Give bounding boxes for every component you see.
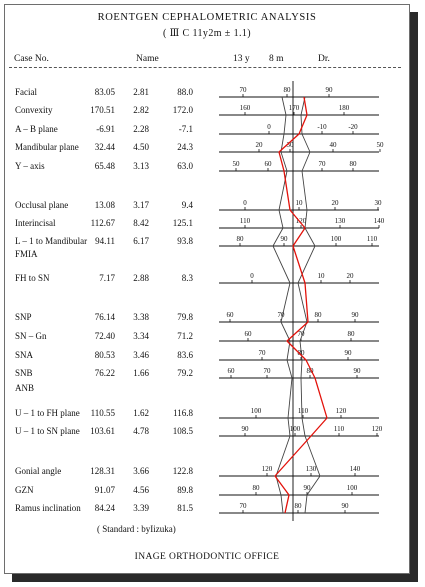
tick-label: 0 xyxy=(267,123,271,131)
row-sd: 4.56 xyxy=(133,485,149,495)
row-mean: 83.05 xyxy=(94,87,115,97)
row-mean: 13.08 xyxy=(94,200,115,210)
row-sd: 2.81 xyxy=(133,87,149,97)
header-months: 8 m xyxy=(269,54,284,64)
row-label: Mandibular plane xyxy=(15,142,79,152)
row-label: Convexity xyxy=(15,105,53,115)
row-mean: 91.07 xyxy=(94,485,115,495)
tick-label: 50 xyxy=(232,160,240,168)
row-sd: 8.42 xyxy=(133,218,149,228)
tick-label: 20 xyxy=(331,199,339,207)
row-label: Facial xyxy=(15,87,37,97)
header-age: 13 y xyxy=(233,54,250,64)
row-sd: 6.17 xyxy=(133,236,149,246)
tick-label: 120 xyxy=(371,425,383,433)
row-sd: 3.38 xyxy=(133,312,149,322)
tick-label: 40 xyxy=(329,141,337,149)
row-sublabel: FMIA xyxy=(15,249,38,259)
tick-label: 80 xyxy=(306,367,314,375)
row-label: GZN xyxy=(15,485,34,495)
row-value: 81.5 xyxy=(177,503,193,513)
row-value: 116.8 xyxy=(173,408,193,418)
tick-label: 120 xyxy=(261,465,273,473)
row-sd: 1.66 xyxy=(133,368,149,378)
tick-label: 80 xyxy=(236,235,244,243)
row-label: Occlusal plane xyxy=(15,200,69,210)
tick-label: 10 xyxy=(295,199,303,207)
row-sd: 4.50 xyxy=(133,142,149,152)
tick-label: 0 xyxy=(243,199,247,207)
tick-label: 80 xyxy=(347,330,355,338)
row-sd: 3.13 xyxy=(133,161,149,171)
row-mean: 7.17 xyxy=(99,273,115,283)
tick-label: 90 xyxy=(303,484,311,492)
row-value: 125.1 xyxy=(172,218,193,228)
tick-label: 100 xyxy=(250,407,262,415)
row-mean: 112.67 xyxy=(90,218,115,228)
standard-range-left-line xyxy=(273,97,292,513)
polygon-chart xyxy=(5,5,409,573)
tick-label: 90 xyxy=(325,86,333,94)
tick-label: 140 xyxy=(349,465,361,473)
row-value: 8.3 xyxy=(181,273,193,283)
row-value: -7.1 xyxy=(178,124,193,134)
tick-label: 80 xyxy=(294,502,302,510)
header-case-no: Case No. xyxy=(14,54,49,64)
tick-label: 60 xyxy=(264,160,272,168)
row-mean: 65.48 xyxy=(94,161,115,171)
row-label: FH to SN xyxy=(15,273,50,283)
row-mean: -6.91 xyxy=(96,124,115,134)
tick-label: 160 xyxy=(239,104,251,112)
row-mean: 76.14 xyxy=(94,312,115,322)
row-sd: 4.78 xyxy=(133,426,149,436)
row-label: Gonial angle xyxy=(15,466,62,476)
tick-label: 90 xyxy=(353,367,361,375)
row-label: U – 1 to SN plane xyxy=(15,426,80,436)
row-value: 83.6 xyxy=(177,350,193,360)
tick-label: 70 xyxy=(297,330,305,338)
tick-label: 10 xyxy=(317,272,325,280)
tick-label: 110 xyxy=(366,235,378,243)
row-label: L – 1 to Mandibular xyxy=(15,236,88,246)
standard-note: ( Standard : byIizuka) xyxy=(97,524,176,534)
row-mean: 84.24 xyxy=(94,503,115,513)
tick-label: 60 xyxy=(227,367,235,375)
row-label: SNA xyxy=(15,350,34,360)
header-dr: Dr. xyxy=(318,54,330,64)
tick-label: 80 xyxy=(252,484,260,492)
tick-label: 90 xyxy=(351,311,359,319)
tick-label: 130 xyxy=(305,465,317,473)
row-mean: 94.11 xyxy=(95,236,115,246)
tick-label: 90 xyxy=(341,502,349,510)
tick-label: 90 xyxy=(280,235,288,243)
tick-label: 70 xyxy=(239,86,247,94)
tick-label: 140 xyxy=(373,217,385,225)
row-mean: 32.44 xyxy=(94,142,115,152)
tick-label: 120 xyxy=(335,407,347,415)
tick-label: 70 xyxy=(239,502,247,510)
office-name: INAGE ORTHODONTIC OFFICE xyxy=(134,552,280,562)
tick-label: 80 xyxy=(297,349,305,357)
row-label: Ramus inclination xyxy=(15,503,81,513)
tick-label: 120 xyxy=(295,217,307,225)
row-label: U – 1 to FH plane xyxy=(15,408,80,418)
row-sd: 3.34 xyxy=(133,331,149,341)
row-value: 9.4 xyxy=(181,200,193,210)
tick-label: 60 xyxy=(226,311,234,319)
row-sd: 3.66 xyxy=(133,466,149,476)
row-value: 79.2 xyxy=(177,368,193,378)
tick-label: 50 xyxy=(376,141,384,149)
row-mean: 72.40 xyxy=(94,331,115,341)
tick-label: 90 xyxy=(344,349,352,357)
row-mean: 170.51 xyxy=(90,105,115,115)
row-label: SN – Gn xyxy=(15,331,47,341)
row-mean: 103.61 xyxy=(90,426,115,436)
tick-label: 60 xyxy=(244,330,252,338)
row-label: SNB xyxy=(15,368,33,378)
row-sd: 2.88 xyxy=(133,273,149,283)
row-mean: 76.22 xyxy=(94,368,115,378)
row-value: 172.0 xyxy=(172,105,193,115)
tick-label: 110 xyxy=(297,407,309,415)
row-value: 89.8 xyxy=(177,485,193,495)
tick-label: 80 xyxy=(349,160,357,168)
tick-label: 110 xyxy=(239,217,251,225)
tick-label: -10 xyxy=(317,123,327,131)
tick-label: 80 xyxy=(314,311,322,319)
tick-label: 180 xyxy=(338,104,350,112)
tick-label: 130 xyxy=(334,217,346,225)
row-sd: 2.28 xyxy=(133,124,149,134)
tick-label: 70 xyxy=(277,311,285,319)
row-label: SNP xyxy=(15,312,32,322)
row-mean: 128.31 xyxy=(90,466,115,476)
row-value: 93.8 xyxy=(177,236,193,246)
row-value: 88.0 xyxy=(177,87,193,97)
row-value: 63.0 xyxy=(177,161,193,171)
row-label: A – B plane xyxy=(15,124,58,134)
row-value: 24.3 xyxy=(177,142,193,152)
row-value: 79.8 xyxy=(177,312,193,322)
row-value: 122.8 xyxy=(172,466,193,476)
tick-label: 170 xyxy=(288,104,300,112)
row-value: 71.2 xyxy=(177,331,193,341)
tick-label: 90 xyxy=(241,425,249,433)
row-sd: 3.46 xyxy=(133,350,149,360)
row-label: Y – axis xyxy=(15,161,45,171)
tick-label: 30 xyxy=(374,199,382,207)
tick-label: 20 xyxy=(346,272,354,280)
page-title: ROENTGEN CEPHALOMETRIC ANALYSIS xyxy=(97,12,317,23)
tick-label: 100 xyxy=(330,235,342,243)
tick-label: 0 xyxy=(250,272,254,280)
tick-label: 100 xyxy=(289,425,301,433)
row-sd: 3.39 xyxy=(133,503,149,513)
tick-label: 30 xyxy=(286,141,294,149)
tick-label: 80 xyxy=(283,86,291,94)
page-subtitle: ( Ⅲ C 11y2m ± 1.1) xyxy=(162,28,252,39)
tick-label: 70 xyxy=(258,349,266,357)
row-sd: 1.62 xyxy=(133,408,149,418)
header-name: Name xyxy=(136,54,159,64)
tick-label: 100 xyxy=(346,484,358,492)
row-label: Interincisal xyxy=(15,218,56,228)
tick-label: 70 xyxy=(318,160,326,168)
tick-label: 70 xyxy=(263,367,271,375)
row-sd: 3.17 xyxy=(133,200,149,210)
row-mean: 110.55 xyxy=(90,408,115,418)
tick-label: -20 xyxy=(348,123,358,131)
tick-label: 110 xyxy=(333,425,345,433)
row-mean: 80.53 xyxy=(94,350,115,360)
analysis-sheet xyxy=(4,4,410,574)
row-sd: 2.82 xyxy=(133,105,149,115)
row-sublabel: ANB xyxy=(15,383,35,393)
tick-label: 20 xyxy=(255,141,263,149)
row-value: 108.5 xyxy=(172,426,193,436)
